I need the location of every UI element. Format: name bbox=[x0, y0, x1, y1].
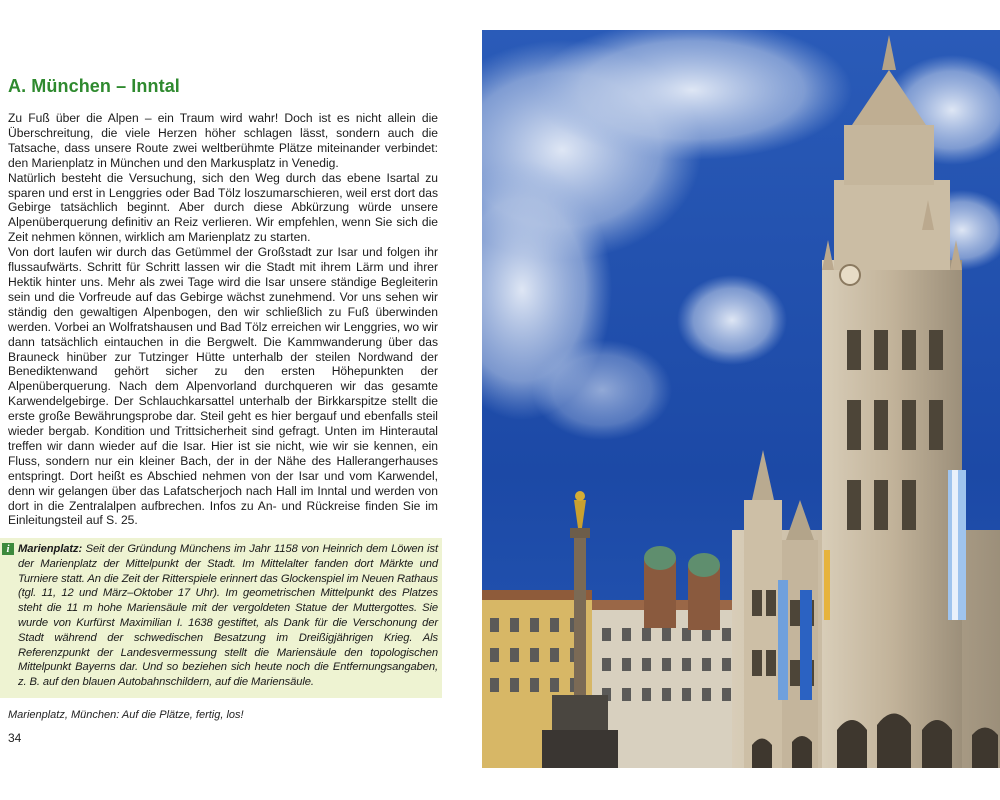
marienplatz-photo bbox=[482, 30, 1000, 768]
body-text bbox=[8, 111, 438, 528]
photo-illustration bbox=[482, 30, 1000, 768]
info-box-title: Marienplatz: bbox=[18, 543, 83, 555]
text-column bbox=[8, 76, 438, 528]
paragraph: Zu Fuß über die Alpen – ein Traum wird wahr! Doch ist es nicht allein die Überschreitung, die viele Herzen höher schlagen lässt, sondern auch die Tatsache, dass unsere Route zwei weltberühmte Plätze miteinander verbindet: den Marienplatz in München und den Markusplatz in Venedig. bbox=[8, 111, 438, 170]
paragraph: Natürlich besteht die Versuchung, sich den Weg durch das ebene Isartal zu sparen und erst in Lenggries oder Bad Tölz loszumarschieren, weil erst dort das Gebirge tatsächlich beginnt. Aber durch diese Abkürzung würde unsere Alpenüberquerung definitiv an Reiz verlieren. Wir empfehlen, wenn Sie sich die Zeit nehmen können, wirklich am Marienplatz zu starten. bbox=[8, 170, 438, 245]
section-heading: A. München – Inntal bbox=[8, 76, 180, 96]
page-number: 34 bbox=[8, 731, 22, 745]
info-icon: i bbox=[2, 543, 14, 555]
paragraph: Von dort laufen wir durch das Getümmel der Großstadt zur Isar und folgen ihr flussaufwärts. Schritt für Schritt lassen wir die Stadt mit ihrem Lärm und ihrer Hektik hinter uns. Mehr als zwei Tage wird die Isar unsere ständige Begleiterin sein und die Vorfreude auf das Gebirge wächst zunehmend. Vor uns sehen wir ständig den gewaltigen Alpenbogen, den wir schließlich zu Fuß überwinden werden. Vorbei an Wolfratshausen und Bad Tölz erreichen wir Lenggries, wo wir dann tatsächlich eintauchen in die Bergwelt. Die Kammwanderung über das Brauneck hinüber zur Tutzinger Hütte unterhalb der steilen Nordwand der Benediktenwand gehört sicher zu den ersten Höhepunkten der Alpenüberquerung. Nach dem Alpenvorland durchqueren wir das gesamte Karwendelgebirge. Der Schlauchkarsattel unterhalb der Birkkarspitze stellt die erste große Bewährungsprobe dar. Steil geht es hier bergauf und ebenfalls steil wieder bergab. Kondition und Trittsicherheit sind gefragt. Unten im Hinterautal treffen wir dann wieder auf die Isar. Hier ist sie nicht, wie wir sie kennen, ein Fluss, sondern nur ein kleiner Bach, der in der Nähe des Hallerangerhauses entspringt. Dort heißt es Abschied nehmen von der Isar und vom Karwendel, denn wir gelangen über das Lafatscherjoch nach Hall im Inntal und werden von dort in die Zentralalpen aufbrechen. Infos zu An- und Rückreise finden Sie im Einleitungsteil auf S. 25. bbox=[8, 245, 438, 528]
info-box-text bbox=[18, 542, 438, 690]
photo-caption: Marienplatz, München: Auf die Plätze, fertig, los! bbox=[8, 709, 244, 721]
info-box-body: Seit der Gründung Münchens im Jahr 1158 von Heinrich dem Löwen ist der Marienplatz der Mittelpunkt der Stadt. Im Mittelalter fanden dort Märkte und Turniere statt. An die Zeit der Ritterspiele erinnert das Glockenspiel im Neuen Rathaus (tgl. 11, 12 und März–Oktober 17 Uhr). Im geometrischen Mittelpunkt des Platzes steht die 11 m hohe Mariensäule mit der vergoldeten Statue der Muttergottes. Sie wurde von Kurfürst Maximilian I. 1638 gestiftet, als Dank für die Verschonung der Stadt während der schwedischen Besatzung im Dreißigjährigen Krieg. Als Referenzpunkt der Landesvermessung stellt die Mariensäule den topologischen Mittelpunkt Bayerns dar. Und so beziehen sich heute noch die Entfernungsangaben, z. B. auf den blauen Autobahnschildern, auf die Mariensäule. bbox=[18, 543, 438, 689]
info-box bbox=[0, 538, 442, 698]
